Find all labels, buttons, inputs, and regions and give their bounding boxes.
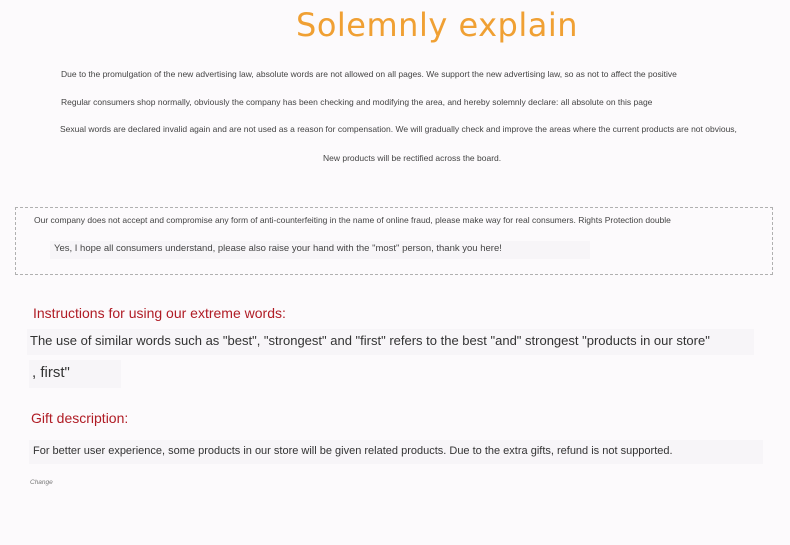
declaration-line-3: Sexual words are declared invalid again and are not used as a reason for compensation. We will gradually check and improve the areas where the current products are not obvious, bbox=[60, 124, 737, 134]
declaration-line-2: Regular consumers shop normally, obviously the company has been checking and modifying the area, and hereby solemnly declare: all absolute on this page bbox=[61, 97, 653, 107]
extreme-words-line-1: The use of similar words such as "best", "strongest" and "first" refers to the best "and" strongest "products in our store" bbox=[27, 329, 754, 355]
gift-heading: Gift description: bbox=[31, 410, 129, 426]
gift-description: For better user experience, some products in our store will be given related products. Due to the extra gifts, refund is not supported. bbox=[29, 440, 763, 464]
extreme-words-line-2: , first" bbox=[29, 360, 121, 388]
declaration-line-4: New products will be rectified across the board. bbox=[323, 153, 502, 163]
page-title: Solemnly explain bbox=[296, 6, 578, 44]
notice-line-2: Yes, I hope all consumers understand, please also raise your hand with the "most" person, thank you here! bbox=[50, 241, 590, 259]
notice-line-1: Our company does not accept and compromise any form of anti-counterfeiting in the name of online fraud, please make way for real consumers. Rights Protection double bbox=[34, 215, 671, 225]
declaration-line-1: Due to the promulgation of the new advertising law, absolute words are not allowed on all pages. We support the new advertising law, so as not to affect the positive bbox=[61, 69, 677, 79]
change-note: Change bbox=[30, 479, 53, 486]
extreme-words-heading: Instructions for using our extreme words: bbox=[33, 305, 286, 321]
